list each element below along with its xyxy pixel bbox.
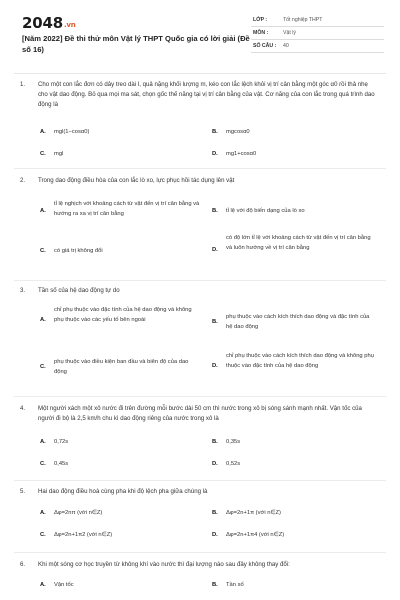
page-header xyxy=(0,0,400,70)
meta-row-subject xyxy=(251,27,384,40)
option-letter: B. xyxy=(212,208,218,214)
question-number: 2. xyxy=(20,177,26,184)
option-letter: D. xyxy=(212,247,218,253)
option-text: tỉ lệ nghịch với khoảng cách từ vật đến vị trí cân bằng và hướng ra xa vị trí cân bằng xyxy=(54,201,200,217)
option-text: mg1+cosα0 xyxy=(226,151,257,157)
option-text: 0,72s xyxy=(54,439,69,445)
question-number: 4. xyxy=(20,405,26,412)
question-text: Tần số của hệ dao động tự do xyxy=(38,287,120,294)
meta-key: SỐ CÂU : xyxy=(253,43,277,49)
logo-suffix: .vn xyxy=(63,21,76,29)
option-text: 0,35s xyxy=(226,439,241,445)
meta-key: MÔN : xyxy=(253,30,269,36)
option-letter: C. xyxy=(40,532,46,538)
option-letter: A. xyxy=(40,208,46,214)
option-letter: B. xyxy=(212,319,218,325)
option-letter: A. xyxy=(40,317,46,323)
exam-meta-table xyxy=(251,14,384,53)
option-letter: A. xyxy=(40,129,46,135)
option-letter: D. xyxy=(212,461,218,467)
option-letter: B. xyxy=(212,129,218,135)
option-letter: C. xyxy=(40,364,46,370)
meta-row-count xyxy=(251,40,384,53)
meta-key: LỚP : xyxy=(253,17,268,23)
option-text: 0,45s xyxy=(54,461,69,467)
option-text: tỉ lệ với độ biến dạng của lò xo xyxy=(226,208,305,214)
header-divider xyxy=(14,73,386,74)
option-text: có độ lớn tỉ lệ với khoảng cách từ vật đến vị trí cân bằng và luôn hướng về vị trí cân bằng xyxy=(226,235,371,251)
option-text: chỉ phụ thuộc vào cách kích thích dao động và không phụ thuộc vào đặc tính của hệ dao động xyxy=(226,353,374,369)
option-letter: B. xyxy=(212,510,218,516)
option-text: 0,52s xyxy=(226,461,241,467)
option-letter: D. xyxy=(212,151,218,157)
option-letter: D. xyxy=(212,363,218,369)
option-text: phụ thuộc vào điều kiện ban đầu và biên độ của dao động xyxy=(54,359,189,375)
option-letter: B. xyxy=(212,439,218,445)
option-text: phụ thuộc vào cách kích thích dao động và đặc tính của hệ dao động xyxy=(226,314,370,330)
option-text: Δφ=2n+1π4 (với n∈Z) xyxy=(226,532,285,538)
option-text: có giá trị không đổi xyxy=(54,248,103,254)
meta-value: 40 xyxy=(283,43,289,49)
question-number: 6. xyxy=(20,561,26,568)
option-text: mgcosα0 xyxy=(226,129,250,135)
question-divider xyxy=(14,396,386,397)
option-text: mgl(1−cosα0) xyxy=(54,129,90,135)
question-divider xyxy=(14,480,386,481)
option-text: Δφ=2n+1π (với n∈Z) xyxy=(226,510,281,516)
question-text: Trong dao động điều hòa của con lắc lò xo, lực phục hồi tác dụng lên vật xyxy=(38,177,235,184)
option-letter: D. xyxy=(212,532,218,538)
option-letter: C. xyxy=(40,151,46,157)
question-divider xyxy=(14,552,386,553)
meta-row-class xyxy=(251,14,384,27)
option-letter: A. xyxy=(40,582,46,588)
option-text: Tần số xyxy=(226,582,244,588)
option-letter: A. xyxy=(40,439,46,445)
meta-value: Tốt nghiệp THPT xyxy=(283,17,323,23)
option-text: mgl xyxy=(54,151,64,157)
site-logo[interactable] xyxy=(22,14,76,32)
option-letter: C. xyxy=(40,461,46,467)
option-text: Δφ=2nπ (với n∈Z) xyxy=(54,510,103,516)
option-letter: C. xyxy=(40,248,46,254)
question-divider xyxy=(14,280,386,281)
question-text: Cho một con lắc đơn có dây treo dài l, quả nặng khối lượng m, kéo con lắc lệch khỏi vị trí cân bằng một góc α0 rồi thả nhẹ cho vật dao động. Bỏ qua mọi ma sát, chọn gốc thế năng tại vị trí cân bằng của vật. Cơ năng của con lắc trong quá trình dao động là xyxy=(38,81,375,108)
question-text: Khi một sóng cơ học truyền từ không khí vào nước thì đại lượng nào sau đây không thay đổi: xyxy=(38,561,290,568)
logo-main: 2048 xyxy=(22,14,63,32)
question-number: 5. xyxy=(20,488,26,495)
question-number: 3. xyxy=(20,287,26,294)
option-text: chỉ phụ thuộc vào đặc tính của hệ dao động và không phụ thuộc vào các yếu tố bên ngoài xyxy=(54,307,192,323)
meta-value: Vật lý xyxy=(283,30,296,36)
exam-title: [Năm 2022] Đề thi thử môn Vật lý THPT Quốc gia có lời giải (Đề số 16) xyxy=(22,34,250,54)
option-letter: B. xyxy=(212,582,218,588)
option-letter: A. xyxy=(40,510,46,516)
option-text: Δφ=2n+1π2 (với n∈Z) xyxy=(54,532,113,538)
question-text: Hai dao động điều hoà cùng pha khi độ lệch pha giữa chúng là xyxy=(38,488,208,495)
question-number: 1. xyxy=(20,81,26,88)
option-text: Vận tốc xyxy=(54,582,74,588)
question-divider xyxy=(14,168,386,169)
question-text: Một người xách một xô nước đi trên đường mỗi bước dài 50 cm thì nước trong xô bị sóng sánh mạnh nhất. Vận tốc của người đi bộ là 2,5 km/h chu kì dao động riêng của nước trong xô là xyxy=(38,405,362,422)
